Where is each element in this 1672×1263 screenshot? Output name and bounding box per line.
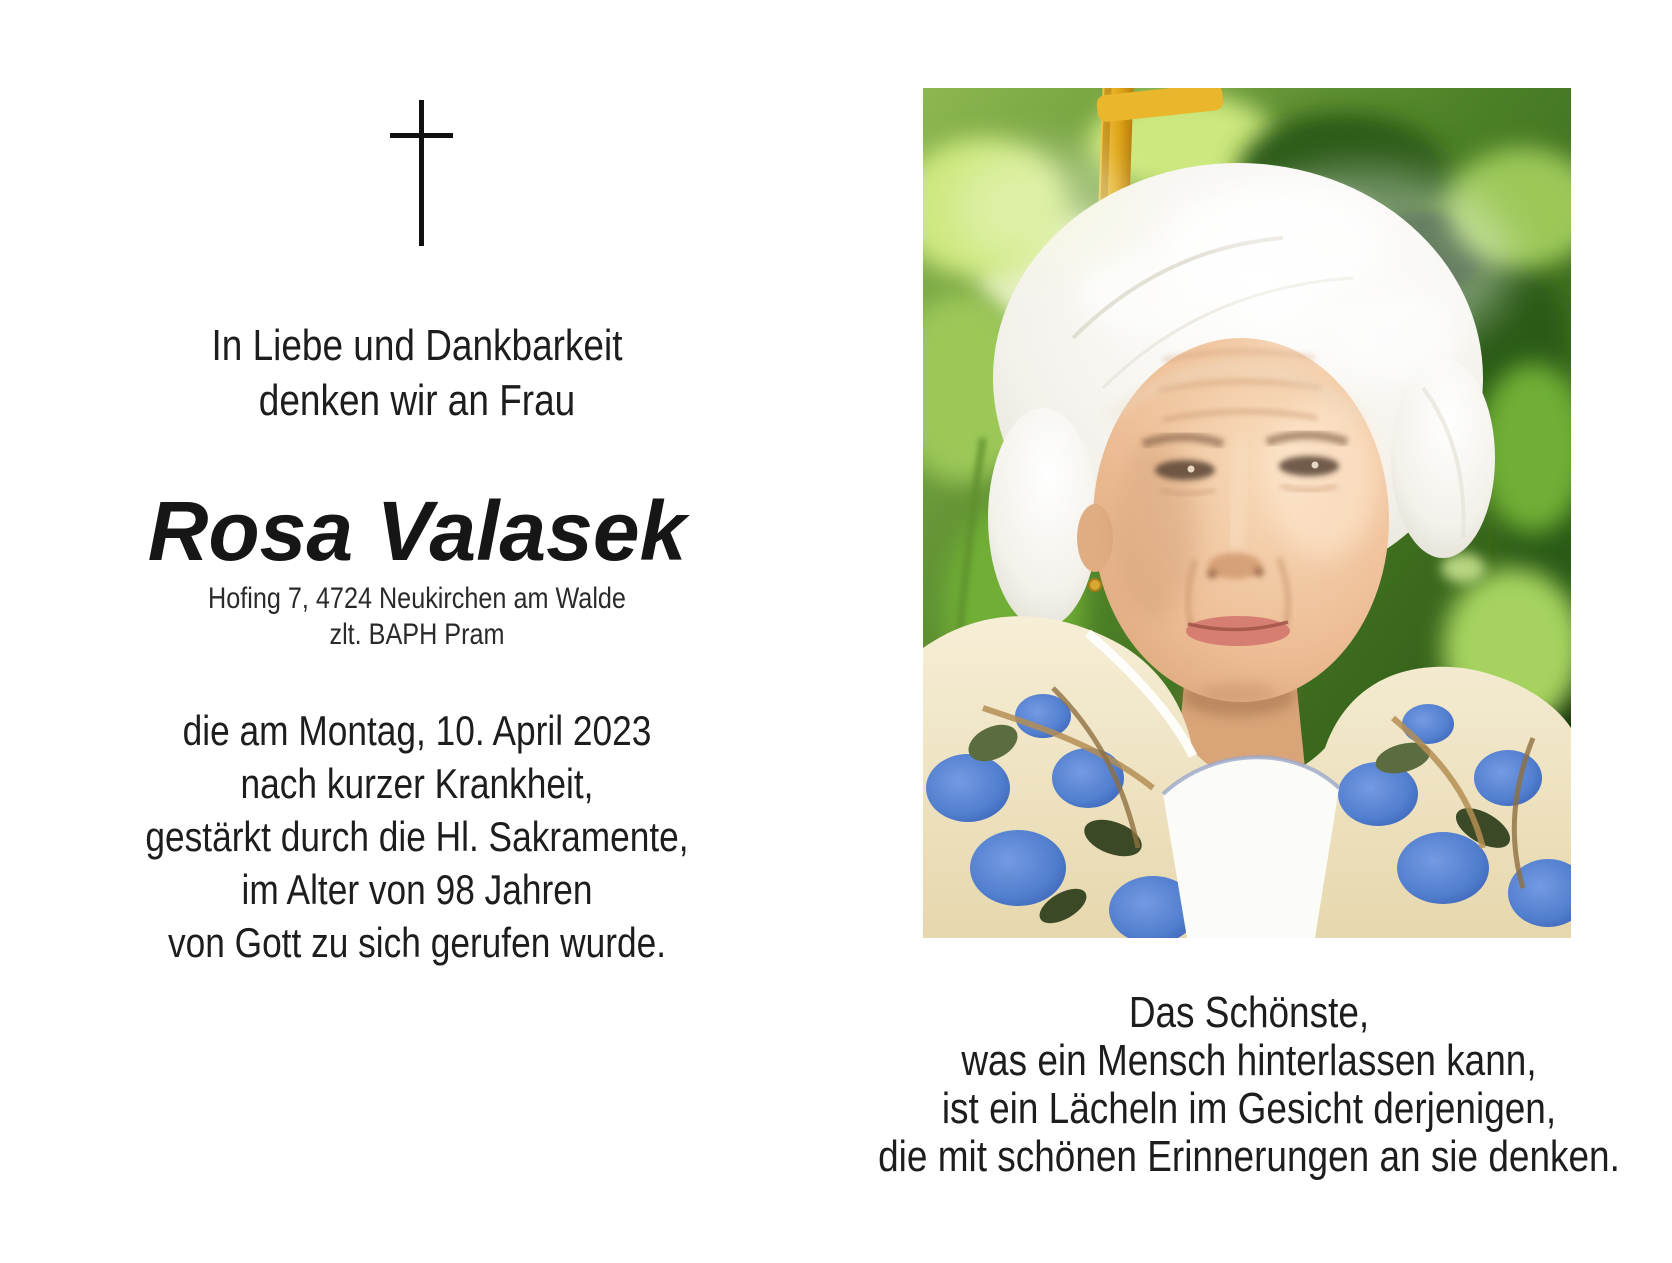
address-text [106,581,728,653]
left-text-column [47,0,787,1263]
obituary-line-4: im Alter von 98 Jahren [241,866,593,913]
quote-line-1: Das Schönste, [1128,988,1370,1037]
intro-line-2: denken wir an Frau [258,376,576,425]
obituary-line-5: von Gott zu sich gerufen wurde. [167,919,667,966]
quote-line-4: die mit schönen Erinnerungen an sie denken. [878,1132,1620,1181]
intro-line-1: In Liebe und Dankbarkeit [211,321,623,370]
quote-text [829,989,1669,1181]
quote-line-2: was ein Mensch hinterlassen kann, [961,1036,1537,1085]
portrait-photo [923,88,1571,938]
obituary-line-1: die am Montag, 10. April 2023 [182,707,652,754]
intro-text [106,318,728,428]
obituary-text [106,704,728,969]
address-line-2: zlt. BAPH Pram [329,618,505,651]
address-line-1: Hofing 7, 4724 Neukirchen am Walde [208,582,626,615]
deceased-name: Rosa Valasek [147,484,687,578]
quote-line-3: ist ein Lächeln im Gesicht derjenigen, [941,1084,1557,1133]
obituary-line-2: nach kurzer Krankheit, [240,760,594,807]
obituary-line-3: gestärkt durch die Hl. Sakramente, [145,813,689,860]
portrait-photo-graphic [923,88,1571,938]
